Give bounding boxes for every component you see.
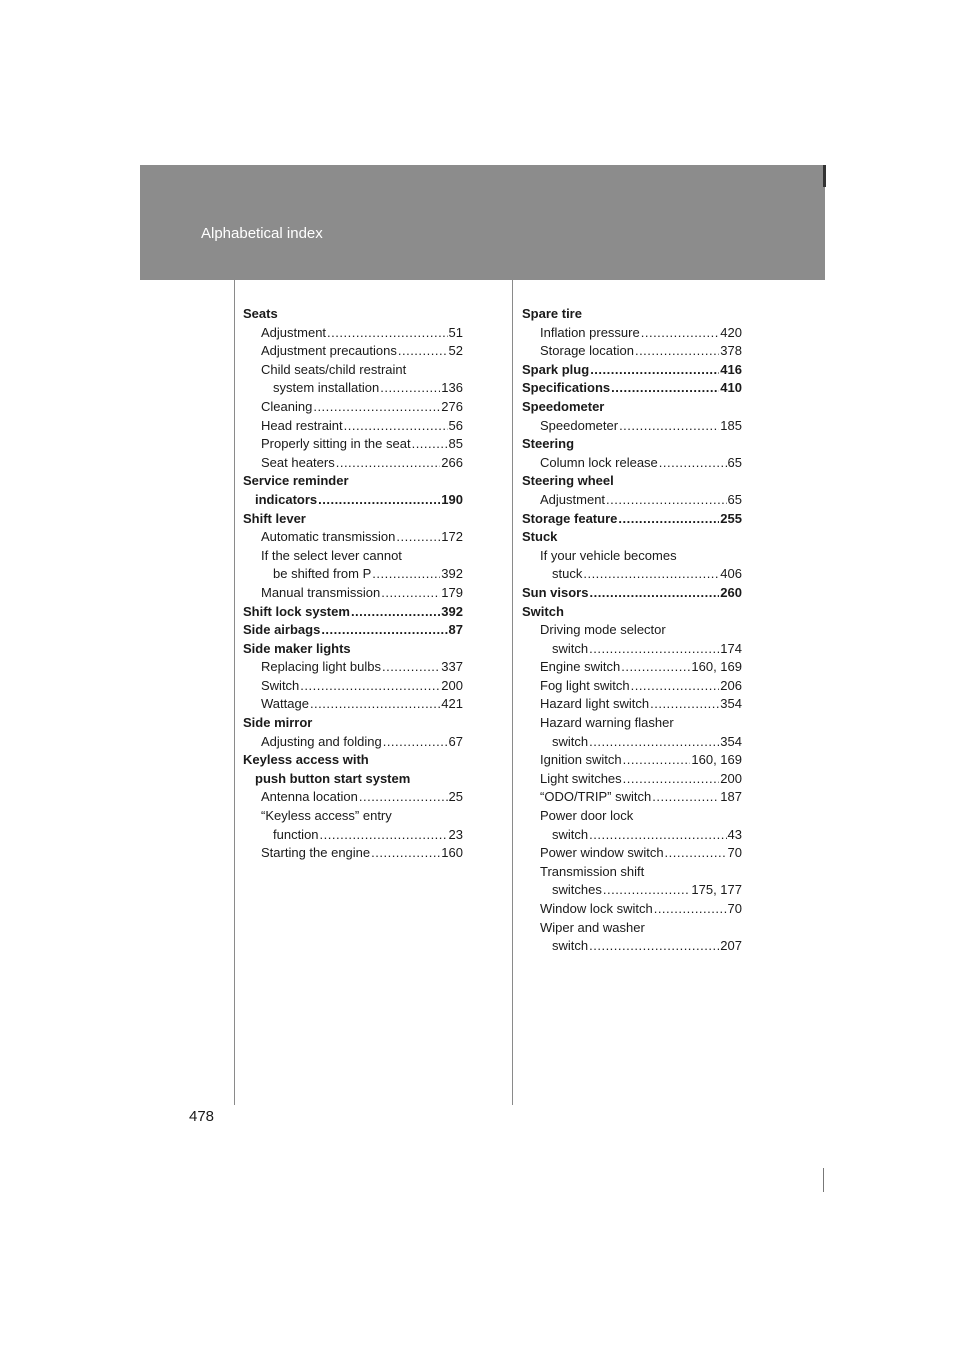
index-entry-text: Inflation pressure <box>540 324 640 340</box>
index-entry <box>522 398 742 417</box>
index-entry-text: Specifications <box>522 380 611 396</box>
leader-dots <box>654 900 727 919</box>
index-entry-text: Column lock release <box>540 454 658 470</box>
index-entry <box>243 361 463 380</box>
index-entry-text: Switch <box>261 677 300 693</box>
index-entry-page: 65 <box>727 491 742 507</box>
index-entry-text: Steering wheel <box>522 473 614 489</box>
leader-dots <box>623 770 720 789</box>
index-entry-page: 266 <box>441 454 463 470</box>
leader-dots <box>652 788 719 807</box>
index-entry-page: 406 <box>720 566 742 582</box>
index-entry-page: 187 <box>720 789 742 805</box>
index-entry <box>522 324 742 343</box>
index-column-left <box>243 305 463 863</box>
index-entry <box>243 379 463 398</box>
index-entry-text: be shifted from P <box>273 566 372 582</box>
index-entry-page: 392 <box>441 603 463 619</box>
index-entry <box>522 472 742 491</box>
index-entry-text: “ODO/TRIP” switch <box>540 789 652 805</box>
leader-dots <box>336 454 441 473</box>
index-entry-page: 67 <box>448 733 463 749</box>
index-entry <box>522 658 742 677</box>
crop-mark-bottom-right <box>823 1168 824 1192</box>
left-margin-rule <box>234 280 235 1105</box>
index-entry <box>243 491 463 510</box>
index-entry <box>243 658 463 677</box>
index-entry-text: Wattage <box>261 696 309 712</box>
leader-dots <box>589 733 719 752</box>
leader-dots <box>412 435 448 454</box>
index-entry-text: Seats <box>243 306 278 321</box>
index-entry <box>522 491 742 510</box>
index-entry-text: switch <box>552 733 589 749</box>
index-entry <box>243 788 463 807</box>
index-entry <box>243 510 463 529</box>
index-entry-page: 23 <box>448 826 463 842</box>
index-entry <box>522 510 742 529</box>
index-entry-text: Engine switch <box>540 659 621 675</box>
index-entry-text: Transmission shift <box>540 863 645 879</box>
index-entry <box>522 435 742 454</box>
index-entry <box>522 714 742 733</box>
index-entry <box>243 751 463 770</box>
index-entry-text: Steering <box>522 436 575 452</box>
leader-dots <box>659 454 727 473</box>
index-entry-text: switch <box>552 826 589 842</box>
leader-dots <box>381 584 440 603</box>
index-entry-page: 206 <box>720 677 742 693</box>
index-entry-page: 70 <box>727 845 742 861</box>
index-entry <box>243 695 463 714</box>
leader-dots <box>300 677 440 696</box>
index-entry <box>522 528 742 547</box>
index-entry <box>522 751 742 770</box>
index-entry <box>522 826 742 845</box>
index-entry-text: Adjustment <box>540 491 606 507</box>
leader-dots <box>650 695 719 714</box>
index-entry-text: Storage location <box>540 343 634 359</box>
index-entry <box>522 937 742 956</box>
leader-dots <box>589 640 719 659</box>
index-entry-page: 136 <box>441 380 463 396</box>
index-entry <box>522 547 742 566</box>
index-entry-page: 172 <box>441 529 463 545</box>
index-entry-text: stuck <box>552 566 583 582</box>
index-entry-page: 160, 169 <box>691 752 742 768</box>
index-entry-page: 51 <box>448 324 463 340</box>
index-entry-text: function <box>273 826 319 842</box>
index-entry-text: Manual transmission <box>261 584 381 600</box>
index-entry-text: Light switches <box>540 770 622 786</box>
index-entry-text: Adjustment <box>261 324 327 340</box>
index-entry-text: Sun visors <box>522 584 589 600</box>
index-entry-page: 85 <box>448 436 463 452</box>
page-title: Alphabetical index <box>201 225 323 242</box>
index-entry-page: 260 <box>720 584 742 600</box>
index-entry-text: Adjustment precautions <box>261 343 397 359</box>
index-entry <box>522 621 742 640</box>
column-divider-rule <box>512 280 513 1105</box>
index-entry <box>522 733 742 752</box>
index-entry-text: Switch <box>522 603 564 619</box>
index-entry-text: Side mirror <box>243 715 313 731</box>
leader-dots <box>665 844 727 863</box>
index-entry <box>243 603 463 622</box>
index-entry-text: Keyless access with <box>243 752 369 768</box>
index-entry <box>522 844 742 863</box>
index-entry-text: Head restraint <box>261 417 343 433</box>
index-entry <box>522 900 742 919</box>
leader-dots <box>618 510 719 529</box>
index-entry-page: 185 <box>720 417 742 433</box>
leader-dots <box>589 826 726 845</box>
index-entry-page: 160 <box>441 845 463 861</box>
index-entry <box>243 770 463 789</box>
index-entry-page: 200 <box>720 770 742 786</box>
index-entry-page: 255 <box>720 510 742 526</box>
leader-dots <box>327 324 447 343</box>
index-entry <box>243 472 463 491</box>
index-entry-text: Hazard light switch <box>540 696 650 712</box>
index-entry <box>522 361 742 380</box>
leader-dots <box>321 621 447 640</box>
index-entry-page: 420 <box>720 324 742 340</box>
leader-dots <box>621 658 690 677</box>
leader-dots <box>589 937 719 956</box>
leader-dots <box>398 342 448 361</box>
index-entry-text: Stuck <box>522 529 558 545</box>
index-entry <box>243 844 463 863</box>
leader-dots <box>623 751 691 770</box>
index-entry-page: 354 <box>720 696 742 712</box>
index-entry <box>522 305 742 324</box>
index-entry <box>522 640 742 659</box>
index-entry-text: If the select lever cannot <box>261 547 402 563</box>
index-entry-text: Speedometer <box>540 417 619 433</box>
index-entry-page: 25 <box>448 789 463 805</box>
index-entry <box>522 881 742 900</box>
index-entry <box>243 621 463 640</box>
index-entry-page: 52 <box>448 343 463 359</box>
leader-dots <box>635 342 719 361</box>
index-entry <box>243 733 463 752</box>
index-entry-text: Power door lock <box>540 808 634 824</box>
index-entry-text: Side maker lights <box>243 640 351 656</box>
index-entry-page: 87 <box>448 622 463 638</box>
index-entry <box>243 677 463 696</box>
index-entry-page: 174 <box>720 640 742 656</box>
index-entry-text: switch <box>552 938 589 954</box>
index-entry <box>243 417 463 436</box>
index-entry-page: 43 <box>727 826 742 842</box>
leader-dots <box>372 565 440 584</box>
index-entry-page: 175, 177 <box>691 882 742 898</box>
index-entry-text: Speedometer <box>522 398 605 414</box>
crop-mark-top-right <box>823 165 826 187</box>
index-entry-page: 337 <box>441 659 463 675</box>
index-entry-page: 65 <box>727 454 742 470</box>
leader-dots <box>589 584 719 603</box>
index-column-right <box>522 305 742 956</box>
leader-dots <box>320 826 448 845</box>
index-entry-text: Spare tire <box>522 306 582 321</box>
leader-dots <box>641 324 720 343</box>
index-entry-text: Ignition switch <box>540 752 622 768</box>
header-band <box>140 165 825 280</box>
index-entry-page: 276 <box>441 398 463 414</box>
index-entry-text: Window lock switch <box>540 901 653 916</box>
index-entry-text: Starting the engine <box>261 845 371 861</box>
index-entry <box>243 305 463 324</box>
index-entry-text: indicators <box>255 491 318 507</box>
index-entry-text: Driving mode selector <box>540 622 666 638</box>
leader-dots <box>611 379 719 398</box>
index-entry-text: Automatic transmission <box>261 529 396 545</box>
index-entry <box>522 454 742 473</box>
index-entry <box>522 677 742 696</box>
leader-dots <box>310 695 440 714</box>
index-entry-text: Replacing light bulbs <box>261 659 381 675</box>
index-entry-page: 378 <box>720 343 742 359</box>
index-entry <box>522 603 742 622</box>
index-entry <box>243 565 463 584</box>
index-entry <box>522 379 742 398</box>
index-entry <box>522 770 742 789</box>
index-entry-text: Antenna location <box>261 789 358 805</box>
leader-dots <box>619 417 719 436</box>
index-entry-text: Spark plug <box>522 361 590 377</box>
index-entry <box>522 342 742 361</box>
index-entry-page: 410 <box>720 380 742 396</box>
index-entry-text: Fog light switch <box>540 677 630 693</box>
index-entry <box>243 398 463 417</box>
index-entry <box>522 417 742 436</box>
leader-dots <box>383 733 448 752</box>
index-entry <box>522 919 742 938</box>
leader-dots <box>606 491 726 510</box>
index-entry-text: “Keyless access” entry <box>261 808 392 824</box>
leader-dots <box>318 491 440 510</box>
index-entry-page: 179 <box>441 584 463 600</box>
index-entry-page: 200 <box>441 677 463 693</box>
index-entry-text: Power window switch <box>540 845 664 861</box>
index-entry <box>243 714 463 733</box>
index-entry <box>522 863 742 882</box>
index-entry-page: 70 <box>727 901 742 916</box>
index-entry <box>243 528 463 547</box>
index-entry-page: 354 <box>720 733 742 749</box>
index-entry-text: Seat heaters <box>261 454 335 470</box>
index-entry-text: Child seats/child restraint <box>261 361 407 377</box>
leader-dots <box>344 417 448 436</box>
leader-dots <box>380 379 440 398</box>
index-entry <box>522 695 742 714</box>
index-entry-page: 416 <box>720 361 742 377</box>
index-entry <box>522 807 742 826</box>
index-entry-text: Shift lock system <box>243 603 350 619</box>
index-entry-text: switches <box>552 882 602 898</box>
index-entry <box>243 547 463 566</box>
index-entry-text: Storage feature <box>522 510 618 526</box>
index-entry-text: Side airbags <box>243 622 321 638</box>
index-entry-page: 207 <box>720 938 742 954</box>
index-entry-text: Hazard warning flasher <box>540 715 674 731</box>
index-entry <box>243 324 463 343</box>
index-entry-page: 160, 169 <box>691 659 742 675</box>
leader-dots <box>382 658 440 677</box>
page-number: 478 <box>189 1108 215 1125</box>
leader-dots <box>583 565 719 584</box>
index-entry <box>522 565 742 584</box>
index-entry-text: Cleaning <box>261 398 313 414</box>
leader-dots <box>313 398 440 417</box>
index-entry <box>243 807 463 826</box>
leader-dots <box>396 528 440 547</box>
index-entry-text: Properly sitting in the seat <box>261 436 411 452</box>
leader-dots <box>371 844 440 863</box>
leader-dots <box>359 788 448 807</box>
index-entry-text: Wiper and washer <box>540 919 645 935</box>
index-entry <box>522 584 742 603</box>
leader-dots <box>603 881 691 900</box>
index-entry <box>243 826 463 845</box>
index-entry-page: 421 <box>441 696 463 712</box>
index-entry-text: system installation <box>273 380 380 396</box>
index-entry-text: If your vehicle becomes <box>540 547 677 563</box>
leader-dots <box>351 603 440 622</box>
index-entry-page: 190 <box>441 491 463 507</box>
index-entry <box>243 584 463 603</box>
index-entry-page: 392 <box>441 566 463 582</box>
index-entry-text: Adjusting and folding <box>261 733 382 749</box>
index-entry-text: Shift lever <box>243 510 306 526</box>
index-entry-text: Service reminder <box>243 473 349 489</box>
index-entry-text: push button start system <box>255 770 411 786</box>
index-entry <box>243 435 463 454</box>
index-entry-page: 56 <box>448 417 463 433</box>
leader-dots <box>590 361 719 380</box>
index-entry <box>243 342 463 361</box>
index-entry <box>243 454 463 473</box>
leader-dots <box>631 677 720 696</box>
index-entry-text: switch <box>552 640 589 656</box>
index-entry <box>243 640 463 659</box>
index-entry <box>522 788 742 807</box>
